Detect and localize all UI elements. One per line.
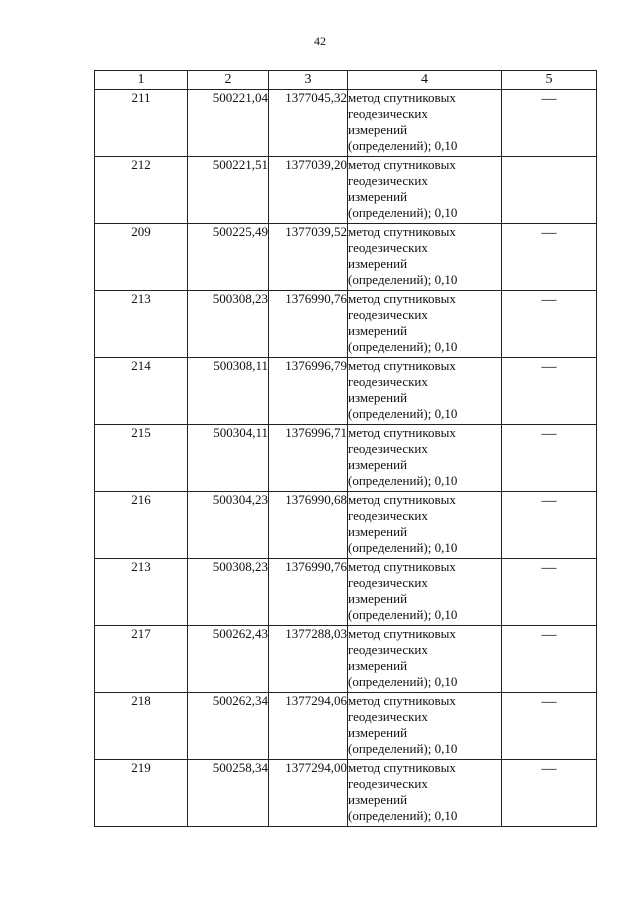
note-dash: —	[541, 694, 557, 710]
method-text-line: метод спутниковых	[348, 626, 456, 641]
header-col-3: 3	[269, 71, 348, 90]
note-dash: —	[541, 627, 557, 643]
point-number-cell: 209	[95, 224, 188, 291]
method-text-line: геодезических	[348, 508, 428, 523]
point-number-cell: 215	[95, 425, 188, 492]
y-coordinate-cell: 1377294,00	[269, 760, 348, 827]
method-text-line: измерений	[348, 524, 408, 539]
header-col-1: 1	[95, 71, 188, 90]
point-number-cell: 217	[95, 626, 188, 693]
table-row	[95, 626, 597, 693]
note-cell	[502, 224, 597, 291]
y-coordinate-cell: 1376990,76	[269, 559, 348, 626]
table-row	[95, 224, 597, 291]
method-text-line: метод спутниковых	[348, 559, 456, 574]
method-text-line: геодезических	[348, 307, 428, 322]
point-number-cell: 216	[95, 492, 188, 559]
coordinates-table	[94, 70, 597, 827]
table-row	[95, 291, 597, 358]
note-dash: —	[541, 359, 557, 375]
method-cell	[348, 492, 502, 559]
y-coordinate-cell: 1377294,06	[269, 693, 348, 760]
method-text-line: метод спутниковых	[348, 425, 456, 440]
note-dash: —	[541, 91, 557, 107]
table-row	[95, 157, 597, 224]
note-cell	[502, 693, 597, 760]
note-dash: —	[541, 761, 557, 777]
method-text-line: геодезических	[348, 374, 428, 389]
method-text-line: измерений	[348, 591, 408, 606]
y-coordinate-cell: 1377039,20	[269, 157, 348, 224]
table-row	[95, 492, 597, 559]
method-text-line: измерений	[348, 122, 408, 137]
note-cell	[502, 425, 597, 492]
header-col-2: 2	[188, 71, 269, 90]
method-text-line: метод спутниковых	[348, 693, 456, 708]
x-coordinate-cell: 500308,23	[188, 559, 269, 626]
method-text-line: (определений); 0,10	[348, 674, 458, 689]
note-cell	[502, 559, 597, 626]
method-text-line: (определений); 0,10	[348, 540, 458, 555]
point-number-cell: 213	[95, 291, 188, 358]
method-text-line: геодезических	[348, 776, 428, 791]
table-row	[95, 693, 597, 760]
x-coordinate-cell: 500258,34	[188, 760, 269, 827]
y-coordinate-cell: 1376990,68	[269, 492, 348, 559]
note-cell	[502, 157, 597, 224]
y-coordinate-cell: 1377045,32	[269, 90, 348, 157]
note-dash: —	[541, 560, 557, 576]
method-cell	[348, 224, 502, 291]
method-text-line: метод спутниковых	[348, 760, 456, 775]
y-coordinate-cell: 1376996,79	[269, 358, 348, 425]
note-cell	[502, 626, 597, 693]
method-text-line: (определений); 0,10	[348, 607, 458, 622]
x-coordinate-cell: 500304,11	[188, 425, 269, 492]
table-row	[95, 358, 597, 425]
method-text-line: (определений); 0,10	[348, 406, 458, 421]
method-text-line: геодезических	[348, 106, 428, 121]
method-text-line: геодезических	[348, 240, 428, 255]
method-text-line: (определений); 0,10	[348, 473, 458, 488]
method-text-line: геодезических	[348, 642, 428, 657]
table-row	[95, 760, 597, 827]
x-coordinate-cell: 500225,49	[188, 224, 269, 291]
method-text-line: метод спутниковых	[348, 291, 456, 306]
note-dash: —	[541, 493, 557, 509]
note-dash: —	[541, 426, 557, 442]
point-number-cell: 212	[95, 157, 188, 224]
method-text-line: метод спутниковых	[348, 492, 456, 507]
method-text-line: измерений	[348, 390, 408, 405]
x-coordinate-cell: 500262,43	[188, 626, 269, 693]
method-text-line: измерений	[348, 725, 408, 740]
table-header-row	[95, 71, 597, 90]
method-text-line: (определений); 0,10	[348, 272, 458, 287]
x-coordinate-cell: 500304,23	[188, 492, 269, 559]
method-text-line: (определений); 0,10	[348, 205, 458, 220]
method-cell	[348, 358, 502, 425]
method-cell	[348, 425, 502, 492]
method-cell	[348, 693, 502, 760]
method-text-line: измерений	[348, 256, 408, 271]
note-cell	[502, 358, 597, 425]
table-body	[95, 90, 597, 827]
x-coordinate-cell: 500308,11	[188, 358, 269, 425]
y-coordinate-cell: 1377288,03	[269, 626, 348, 693]
method-text-line: геодезических	[348, 575, 428, 590]
point-number-cell: 219	[95, 760, 188, 827]
method-cell	[348, 291, 502, 358]
method-cell	[348, 90, 502, 157]
method-text-line: (определений); 0,10	[348, 138, 458, 153]
method-cell	[348, 626, 502, 693]
point-number-cell: 214	[95, 358, 188, 425]
method-text-line: геодезических	[348, 441, 428, 456]
x-coordinate-cell: 500221,04	[188, 90, 269, 157]
method-text-line: измерений	[348, 189, 408, 204]
note-cell	[502, 760, 597, 827]
header-col-5: 5	[502, 71, 597, 90]
method-text-line: измерений	[348, 457, 408, 472]
table-row	[95, 425, 597, 492]
method-text-line: измерений	[348, 323, 408, 338]
method-text-line: измерений	[348, 792, 408, 807]
method-text-line: геодезических	[348, 173, 428, 188]
note-cell	[502, 492, 597, 559]
method-text-line: геодезических	[348, 709, 428, 724]
method-text-line: метод спутниковых	[348, 358, 456, 373]
note-dash: —	[541, 292, 557, 308]
point-number-cell: 213	[95, 559, 188, 626]
method-cell	[348, 760, 502, 827]
method-cell	[348, 157, 502, 224]
y-coordinate-cell: 1376990,76	[269, 291, 348, 358]
method-text-line: измерений	[348, 658, 408, 673]
note-cell	[502, 291, 597, 358]
method-text-line: (определений); 0,10	[348, 808, 458, 823]
header-col-4: 4	[348, 71, 502, 90]
method-text-line: метод спутниковых	[348, 90, 456, 105]
y-coordinate-cell: 1377039,52	[269, 224, 348, 291]
page-number: 42	[314, 34, 326, 48]
y-coordinate-cell: 1376996,71	[269, 425, 348, 492]
method-text-line: метод спутниковых	[348, 157, 456, 172]
table-row	[95, 559, 597, 626]
note-cell	[502, 90, 597, 157]
note-dash: —	[541, 225, 557, 241]
point-number-cell: 218	[95, 693, 188, 760]
method-text-line: (определений); 0,10	[348, 339, 458, 354]
point-number-cell: 211	[95, 90, 188, 157]
x-coordinate-cell: 500221,51	[188, 157, 269, 224]
method-text-line: (определений); 0,10	[348, 741, 458, 756]
method-cell	[348, 559, 502, 626]
table-row	[95, 90, 597, 157]
x-coordinate-cell: 500308,23	[188, 291, 269, 358]
method-text-line: метод спутниковых	[348, 224, 456, 239]
x-coordinate-cell: 500262,34	[188, 693, 269, 760]
